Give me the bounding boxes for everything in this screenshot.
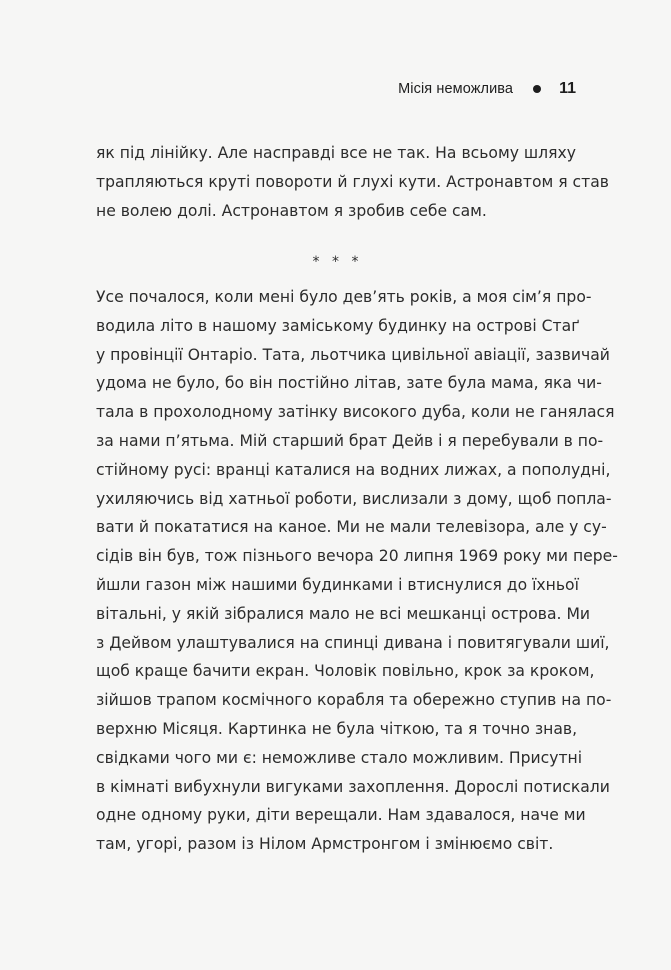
text-line: в кімнаті вибухнули вигуками захоплення. Дорослі потискали [96, 777, 610, 796]
page-number: 11 [559, 80, 576, 97]
chapter-title: Місія неможлива [398, 81, 514, 97]
text-line: у провінції Онтаріо. Тата, льотчика цивільної авіації, зазвичай [96, 345, 610, 364]
section-break: * * * [312, 254, 363, 270]
text-line: не волею долі. Астронавтом я зробив себе сам. [96, 201, 487, 220]
text-line: за нами п’ятьма. Мій старший брат Дейв і я перебували в по- [96, 431, 604, 450]
text-line: там, угорі, разом із Нілом Армстронгом і змінюємо світ. [96, 835, 554, 854]
text-line: щоб краще бачити екран. Чоловік повільно, крок за кроком, [96, 662, 595, 681]
bullet-icon [533, 85, 541, 93]
text-line: удома не було, бо він постійно літав, зате була мама, яка чи- [96, 374, 602, 393]
text-line: свідками чого ми є: неможливе стало можливим. Присутні [96, 748, 583, 767]
text-line: трапляються круті повороти й глухі кути. Астронавтом я став [96, 172, 609, 191]
text-line: з Дейвом улаштувалися на спинці дивана і повитягували шиї, [96, 633, 610, 652]
text-line: зійшов трапом космічного корабля та обережно ступив на по- [96, 691, 612, 710]
text-line: вати й покататися на каное. Ми не мали телевізора, але у су- [96, 518, 607, 537]
paragraph-2 [96, 283, 618, 859]
paragraph-1 [96, 139, 609, 225]
text-line: стійному русі: вранці каталися на водних лижах, а пополудні, [96, 460, 611, 479]
text-line: верхню Місяця. Картинка не була чіткою, та я точно знав, [96, 719, 578, 738]
text-line: Усе почалося, коли мені було дев’ять років, а моя сім’я про- [96, 288, 592, 306]
text-line: водила літо в нашому заміському будинку на острові Стаґ [96, 316, 580, 335]
running-header [398, 78, 576, 100]
text-line: вітальні, у якій зібралися мало не всі мешканці острова. Ми [96, 604, 591, 623]
text-line: сідів він був, тож пізнього вечора 20 липня 1969 року ми пере- [96, 547, 618, 566]
text-line: одне одному руки, діти верещали. Нам здавалося, наче ми [96, 806, 586, 825]
text-line: йшли газон між нашими будинками і втиснулися до їхньої [96, 575, 579, 594]
text-line: ухиляючись від хатньої роботи, вислизали з дому, щоб попла- [96, 489, 612, 508]
text-line: як під лінійку. Але насправді все не так. На всьому шляху [96, 144, 576, 162]
text-line: тала в прохолодному затінку високого дуба, коли не ганялася [96, 403, 615, 422]
